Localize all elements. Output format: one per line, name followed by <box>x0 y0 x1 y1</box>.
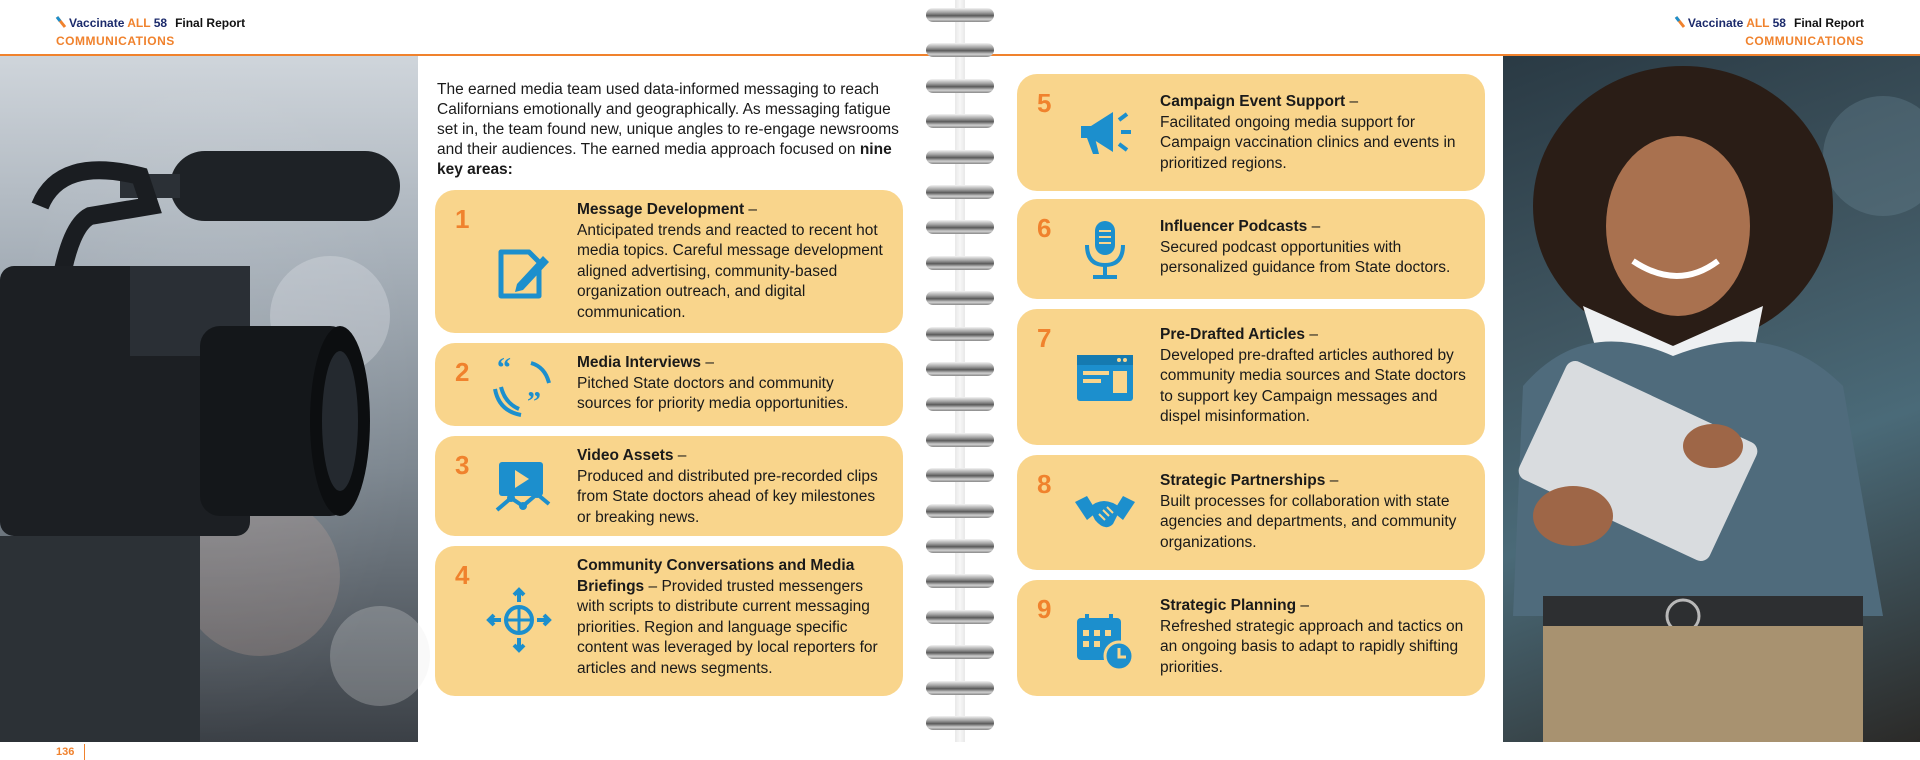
area-title: Strategic Planning <box>1160 597 1297 614</box>
binding-ring <box>926 468 994 482</box>
key-area-card-5 <box>1017 74 1485 191</box>
area-number: 8 <box>1037 469 1052 499</box>
spiral-binding <box>924 0 996 742</box>
area-description: Facilitated ongoing media support for Campaign vaccination clinics and events in prioritized regions. <box>1160 113 1456 172</box>
right-page-header <box>960 0 1920 56</box>
svg-text:”: ” <box>527 387 541 418</box>
intro-emphasis: nine key areas: <box>437 141 892 178</box>
binding-ring <box>926 397 994 411</box>
area-number: 2 <box>455 357 470 387</box>
binding-ring <box>926 150 994 164</box>
binding-ring <box>926 291 994 305</box>
woman-illustration <box>1503 56 1920 742</box>
area-text: Influencer Podcasts – Secured podcast opportunities with personalized guidance from State doctors. <box>1160 218 1451 276</box>
area-number: 1 <box>455 204 470 234</box>
area-text: Strategic Partnerships – Built processes for collaboration with state agencies and departments, and community organizations. <box>1160 472 1457 551</box>
binding-ring <box>926 43 994 57</box>
area-description: Provided trusted messengers with scripts to distribute current messaging priorities. Region and language specific content was leveraged by local reporters for articles and news segments. <box>577 577 878 677</box>
bandage-logo-icon <box>56 16 66 28</box>
binding-ring <box>926 114 994 128</box>
area-text: Strategic Planning – Refreshed strategic approach and tactics on an ongoing basis to adapt to rapidly shifting priorities. <box>1160 597 1464 676</box>
binding-ring <box>926 681 994 695</box>
binding-ring <box>926 504 994 518</box>
intro-paragraph: The earned media team used data-informed messaging to reach Californians emotionally and geographically. As messaging fatigue set in, the team found new, unique angles to re-engage newsrooms and their audiences. The earned media approach focused on nine key areas: <box>437 81 899 178</box>
megaphone-icon <box>1073 102 1137 166</box>
area-title: Message Development <box>577 201 745 218</box>
binding-ring <box>926 574 994 588</box>
globe-arrows-icon <box>487 588 551 652</box>
calendar-clock-icon <box>1073 610 1137 674</box>
key-area-card-7 <box>1017 309 1485 445</box>
area-description: Refreshed strategic approach and tactics on an ongoing basis to adapt to rapidly shifting priorities. <box>1160 617 1464 676</box>
brand-logo: Vaccinate ALL 58 Final Report <box>56 16 245 30</box>
binding-ring <box>926 645 994 659</box>
key-area-card-2 <box>435 343 903 426</box>
binding-ring <box>926 716 994 730</box>
area-text: Media Interviews – Pitched State doctors and community sources for priority media opportunities. <box>577 354 849 412</box>
area-description: Secured podcast opportunities with personalized guidance from State doctors. <box>1160 238 1451 276</box>
area-number: 3 <box>455 450 470 480</box>
report-title: Final Report <box>1793 16 1864 30</box>
area-number: 4 <box>455 560 470 590</box>
area-text: Community Conversations and Media Briefings – Provided trusted messengers with scripts to distribute current messaging priorities. Region and language specific content was leveraged by local reporters for articles and news segments. <box>577 557 878 677</box>
area-title: Community Conversations and Media Briefings <box>577 557 855 595</box>
binding-ring <box>926 79 994 93</box>
section-title: COMMUNICATIONS <box>1745 34 1864 48</box>
key-area-card-8 <box>1017 455 1485 570</box>
key-area-card-3 <box>435 436 903 536</box>
binding-ring <box>926 8 994 22</box>
area-text: Message Development – Anticipated trends and reacted to recent hot media topics. Careful message development aligned advertising, community-based organization outreach, and digital communication. <box>577 201 883 321</box>
key-area-card-9 <box>1017 580 1485 696</box>
document-pencil-icon <box>491 242 555 306</box>
area-text: Pre-Drafted Articles – Developed pre-drafted articles authored by community media sources and State doctors to support key Campaign messages and dispel misinformation. <box>1160 326 1466 425</box>
section-title: COMMUNICATIONS <box>56 34 175 48</box>
area-title: Strategic Partnerships <box>1160 472 1326 489</box>
camera-illustration <box>0 56 418 742</box>
report-title: Final Report <box>175 16 246 30</box>
brand-logo: Vaccinate ALL 58 Final Report <box>1675 16 1864 30</box>
area-number: 9 <box>1037 594 1052 624</box>
video-play-icon <box>491 456 555 520</box>
area-description: Pitched State doctors and community sources for priority media opportunities. <box>577 374 849 412</box>
page-number: 136 <box>56 746 75 758</box>
binding-ring <box>926 185 994 199</box>
area-title: Video Assets <box>577 447 674 464</box>
area-description: Developed pre-drafted articles authored by community media sources and State doctors to support key Campaign messages and dispel misinformation. <box>1160 346 1466 425</box>
key-area-card-6 <box>1017 199 1485 299</box>
page-number-rule <box>84 744 85 760</box>
handshake-icon <box>1073 480 1137 544</box>
binding-ring <box>926 433 994 447</box>
area-text: Video Assets – Produced and distributed pre-recorded clips from State doctors ahead of key milestones or breaking news. <box>577 447 878 526</box>
area-number: 6 <box>1037 213 1052 243</box>
microphone-icon <box>1073 217 1137 281</box>
area-title: Influencer Podcasts <box>1160 218 1308 235</box>
key-area-card-4 <box>435 546 903 696</box>
camera-photo <box>0 56 418 758</box>
area-title: Campaign Event Support <box>1160 93 1346 110</box>
key-area-card-1 <box>435 190 903 333</box>
area-description: Anticipated trends and reacted to recent hot media topics. Careful message development aligned advertising, community-based organization outreach, and digital communication. <box>577 221 883 321</box>
bandage-logo-icon <box>1675 16 1685 28</box>
binding-ring <box>926 256 994 270</box>
left-page-header <box>0 0 960 56</box>
binding-ring <box>926 362 994 376</box>
binding-ring <box>926 539 994 553</box>
area-number: 5 <box>1037 88 1052 118</box>
area-title: Media Interviews <box>577 354 702 371</box>
area-number: 7 <box>1037 323 1052 353</box>
woman-tablet-photo <box>1503 56 1920 742</box>
area-description: Produced and distributed pre-recorded clips from State doctors ahead of key milestones or breaking news. <box>577 467 878 526</box>
area-text: Campaign Event Support – Facilitated ongoing media support for Campaign vaccination clinics and events in prioritized regions. <box>1160 93 1456 172</box>
area-description: Built processes for collaboration with state agencies and departments, and community organizations. <box>1160 492 1457 551</box>
binding-ring <box>926 327 994 341</box>
binding-ring <box>926 610 994 624</box>
svg-text:“: “ <box>497 353 511 384</box>
quote-voice-icon <box>491 353 555 417</box>
binding-ring <box>926 220 994 234</box>
area-title: Pre-Drafted Articles <box>1160 326 1306 343</box>
browser-article-icon <box>1073 349 1137 413</box>
